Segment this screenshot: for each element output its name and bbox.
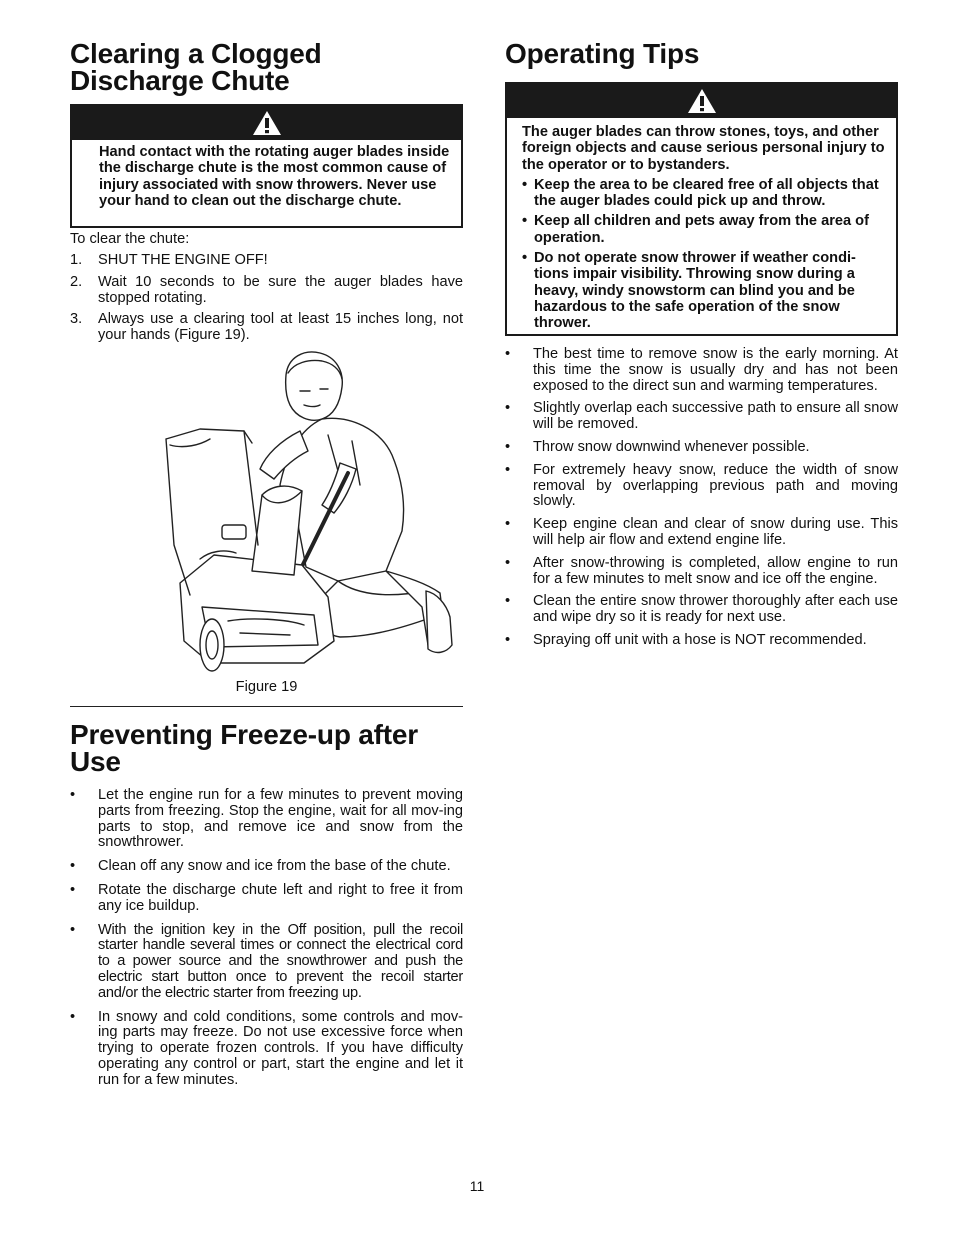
step-item: 2. Wait 10 seconds to be sure the auger blades have stopped rotating. [70,273,463,306]
clearing-steps [70,253,463,350]
figure-caption: Figure 19 [235,679,298,695]
step-item: 3. Always use a clearing tool at least 15 inches long, not your hands (Figure 19). [70,311,463,344]
list-item: • Rotate the discharge chute left and right to free it from any ice buildup. [70,881,463,914]
section-title-freeze-up: Preventing Freeze-up after Use [70,719,418,777]
warning-list-item: • Do not operate snow thrower if weather condi-tions impair visibility. Throwing snow during a heavy, windy snowstorm can blind you and be hazardous to the safe operation of the snow thrower. [522,250,856,332]
list-item: • Let the engine run for a few minutes to prevent moving parts from freezing. Stop the engine, wait for all mov-ing parts to stop, and remove ice and snow from the snowthrower. [70,787,463,851]
warning-body [507,118,896,332]
list-item: • In snowy and cold conditions, some controls and mov-ing parts may freeze. Do not use excessive force when trying to operate frozen controls. If you have difficulty operating any control or part, start the engine and let it run for a few minutes. [70,1008,463,1088]
list-item: • After snow-throwing is completed, allow engine to run for a few minutes to melt snow and ice off the engine. [505,554,898,587]
step-item: 1. SHUT THE ENGINE OFF! [70,252,268,268]
freeze-up-tips-list [70,788,463,1089]
list-item: • For extremely heavy snow, reduce the width of snow removal by overlapping previous path and moving slowly. [505,461,898,510]
section-title-operating-tips: Operating Tips [505,38,700,69]
list-item: • Spraying off unit with a hose is NOT recommended. [505,631,867,648]
list-item: • Slightly overlap each successive path to ensure all snow will be removed. [505,400,898,433]
warning-intro: The auger blades can throw stones, toys, and other foreign objects and cause serious personal injury to the operator or to bystanders. [522,124,885,173]
warning-triangle-icon [252,110,282,136]
warning-header [72,106,461,140]
operating-tips-list [505,347,898,649]
list-item: • Clean the entire snow thrower thoroughly after each use and wipe dry so it is ready for next use. [505,593,898,626]
page-number: 11 [469,1178,485,1194]
warning-box-chute [70,104,463,228]
section-divider [70,706,463,707]
list-item: • Throw snow downwind whenever possible. [505,438,810,455]
list-item: • Clean off any snow and ice from the base of the chute. [70,858,451,875]
warning-text: Hand contact with the rotating auger blades inside the discharge chute is the most common cause of injury associated with snow throwers. Never use your hand to clean out the discharge chute. [99,144,450,209]
warning-bullets [522,177,888,332]
list-item: • The best time to remove snow is the early morning. At this time the snow is usually dry and has not been exposed to the direct sun and warming temperatures. [505,346,898,394]
intro-text: To clear the chute: [70,231,190,247]
list-item: • With the ignition key in the Off position, pull the recoil starter handle several times or connect the electrical cord to a power source and the snowthrower and push the electric start button once to prevent the recoil starter and/or the electric starter from freezing up. [70,921,463,1001]
warning-list-item: • Keep all children and pets away from the area of operation. [522,213,869,246]
list-item: • Keep engine clean and clear of snow during use. This will help air flow and extend engine life. [505,516,898,548]
warning-header [507,84,896,118]
warning-triangle-icon [687,88,717,114]
section-title-clearing-chute: Clearing a Clogged Discharge Chute [70,38,322,96]
warning-list-item: • Keep the area to be cleared free of all objects that the auger blades could pick up and throw. [522,176,879,210]
warning-box-operating [505,82,898,336]
figure-19-illustration [90,345,470,680]
